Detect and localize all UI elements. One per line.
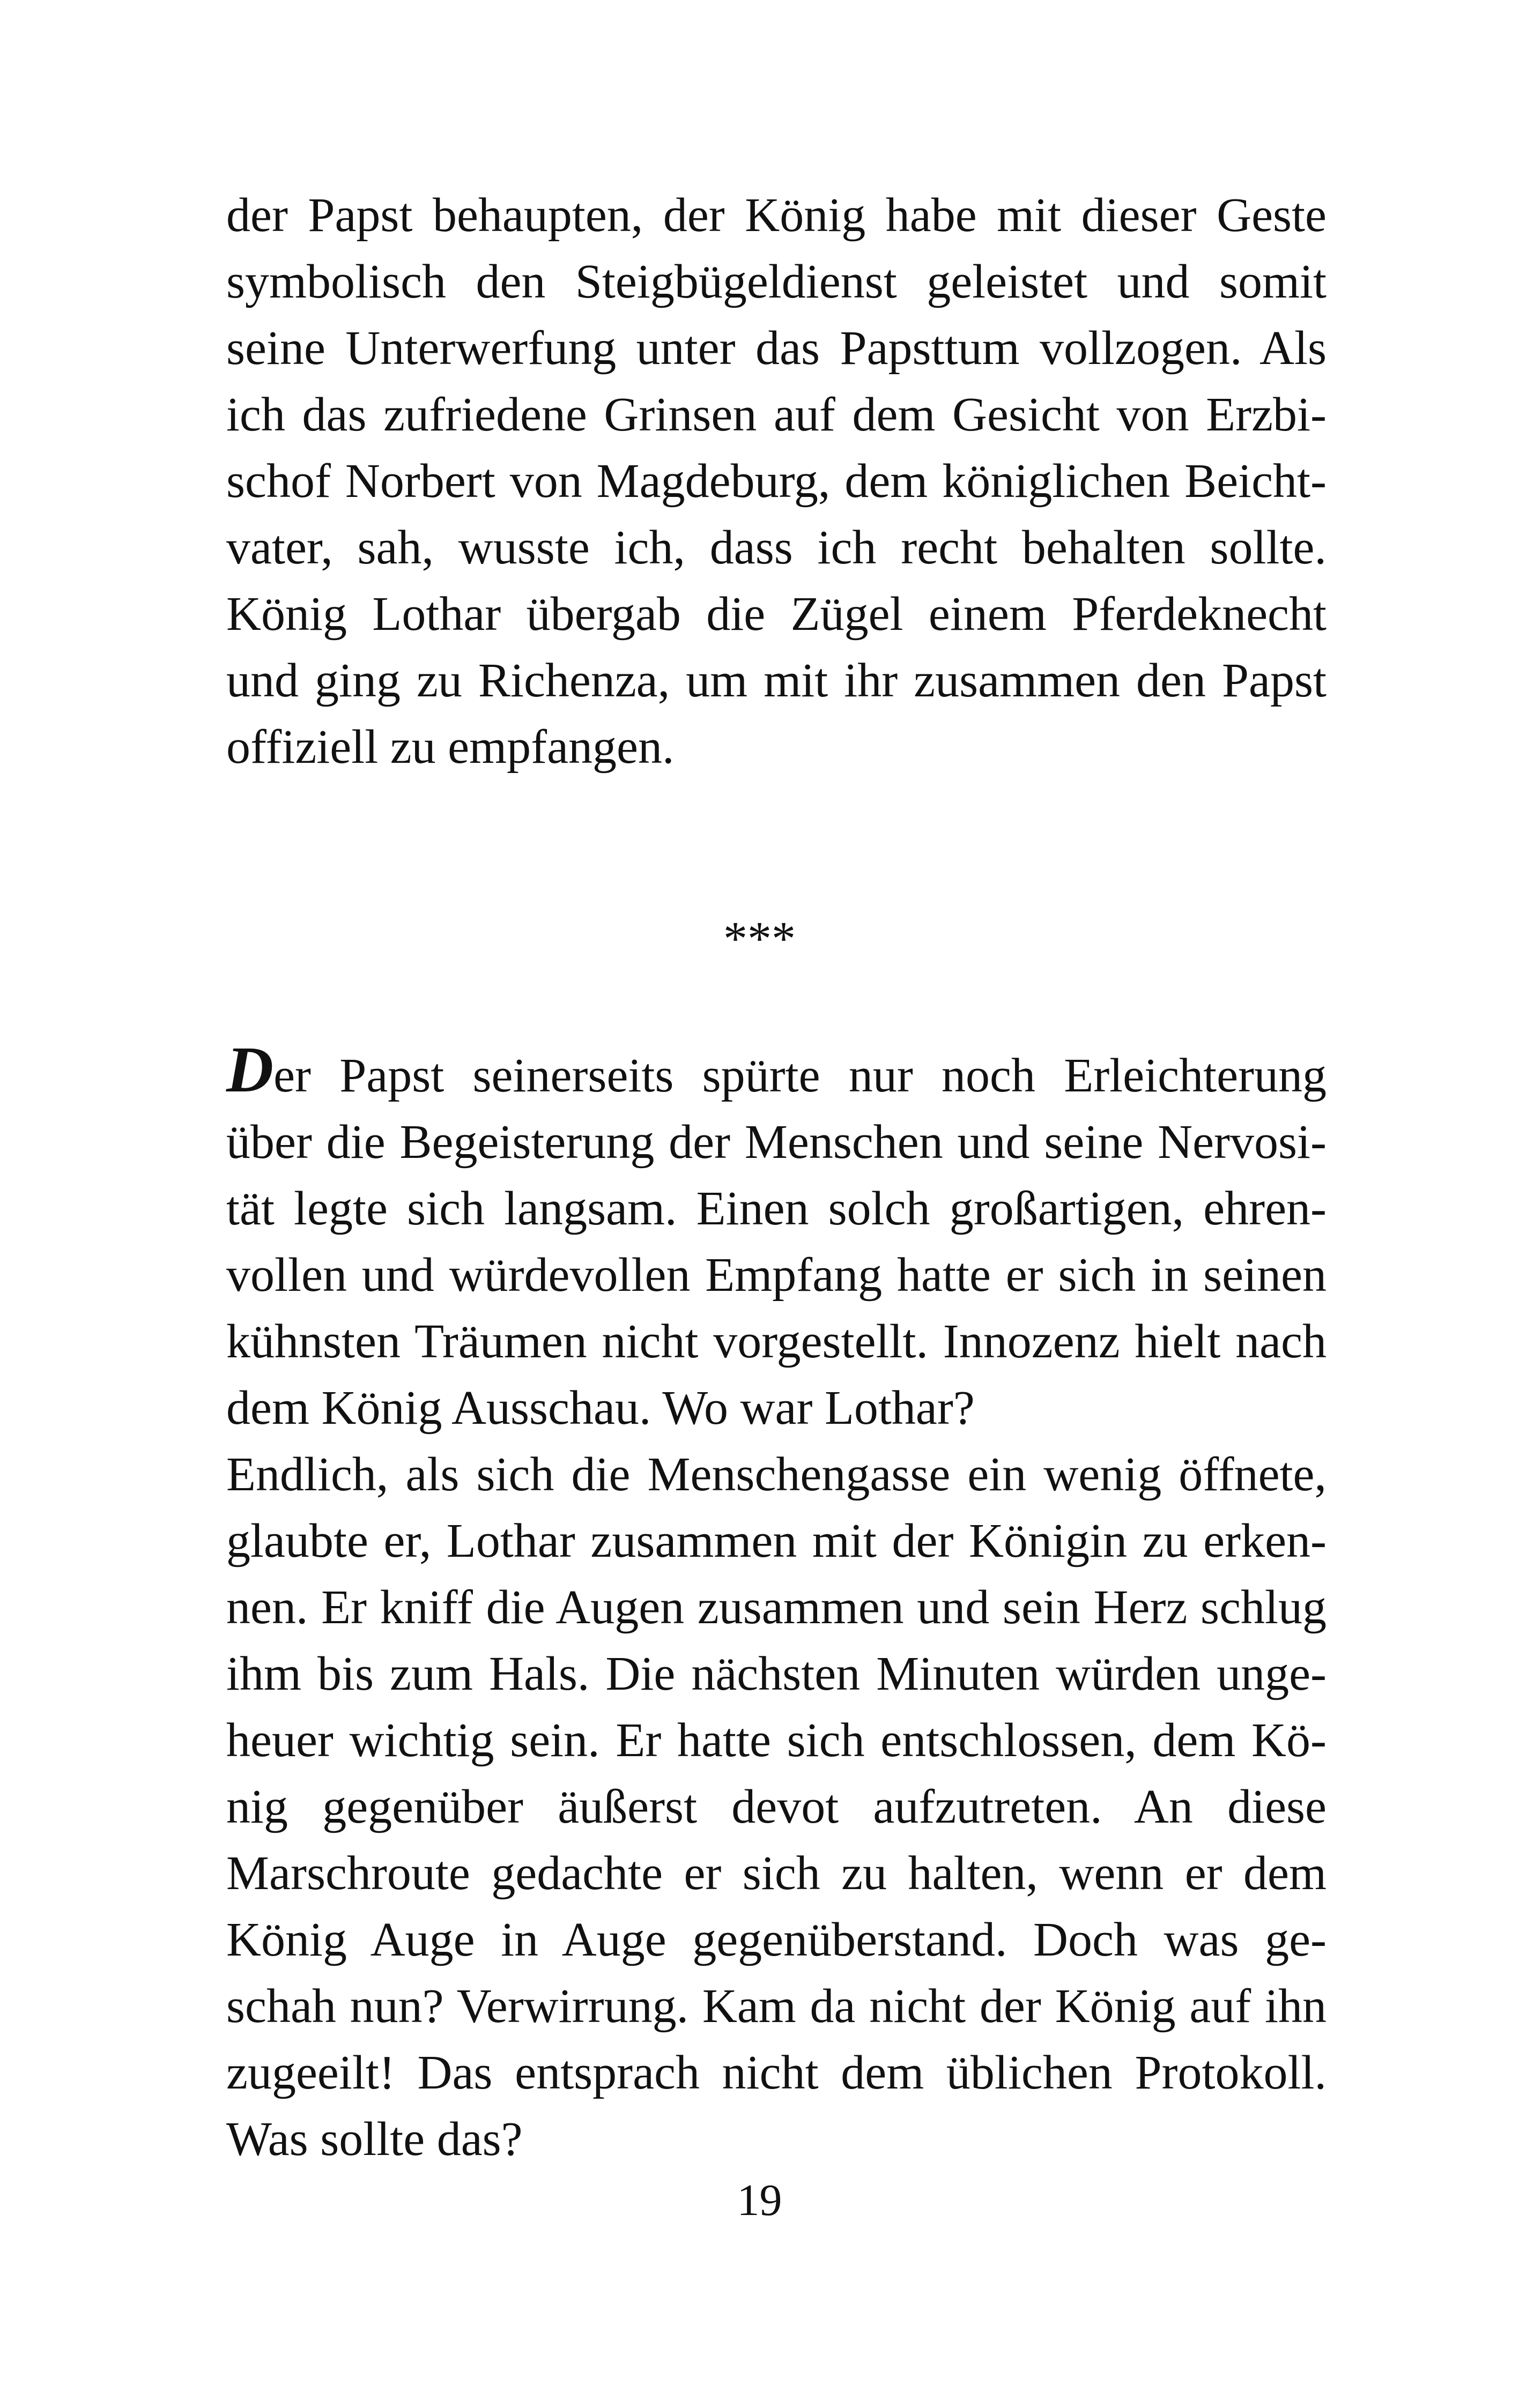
paragraph-2 xyxy=(226,1034,1327,2173)
section-separator: *** xyxy=(723,912,796,965)
text-line: und ging zu Richenza, um mit ihr zusammen den Papst xyxy=(226,654,1327,707)
text-line-first xyxy=(226,1034,1327,1109)
text-line: über die Begeisterung der Menschen und seine Nervosi- xyxy=(226,1116,1327,1169)
text-line: ihm bis zum Hals. Die nächsten Minuten würden unge- xyxy=(226,1647,1327,1700)
text-line: vollen und würdevollen Empfang hatte er sich in seinen xyxy=(226,1248,1327,1302)
first-line-text: er Papst seinerseits spürte nur noch Erleichterung xyxy=(273,1049,1327,1102)
text-line: König Auge in Auge gegenüberstand. Doch was ge- xyxy=(226,1913,1327,1966)
text-line: ich das zufriedene Grinsen auf dem Gesicht von Erzbi- xyxy=(226,388,1327,441)
text-line: zugeeilt! Das entsprach nicht dem üblichen Protokoll. xyxy=(226,2046,1327,2099)
text-line: schah nun? Verwirrung. Kam da nicht der König auf ihn xyxy=(226,1980,1327,2033)
text-line: nig gegenüber äußerst devot aufzutreten. An diese xyxy=(226,1780,1327,1833)
text-line: Marschroute gedachte er sich zu halten, wenn er dem xyxy=(226,1847,1327,1900)
text-line: symbolisch den Steigbügeldienst geleistet und somit xyxy=(226,255,1327,308)
text-line: nen. Er kniff die Augen zusammen und sein Herz schlug xyxy=(226,1581,1327,1634)
text-line: tät legte sich langsam. Einen solch großartigen, ehren- xyxy=(226,1182,1327,1235)
text-line: vater, sah, wusste ich, dass ich recht behalten sollte. xyxy=(226,521,1327,574)
text-line: schof Norbert von Magdeburg, dem königlichen Beicht- xyxy=(226,455,1327,508)
text-line: König Lothar übergab die Zügel einem Pferdeknecht xyxy=(226,588,1327,641)
page-number: 19 xyxy=(737,2175,782,2225)
text-line: kühnsten Träumen nicht vorgestellt. Innozenz hielt nach xyxy=(226,1315,1327,1368)
text-line: heuer wichtig sein. Er hatte sich entschlossen, dem Kö- xyxy=(226,1714,1327,1767)
text-line: der Papst behaupten, der König habe mit dieser Geste xyxy=(226,189,1327,242)
text-line: dem König Ausschau. Wo war Lothar? xyxy=(226,1381,975,1435)
text-line: glaubte er, Lothar zusammen mit der Königin zu erken- xyxy=(226,1514,1327,1567)
drop-cap: D xyxy=(226,1034,274,1106)
paragraph-1 xyxy=(226,182,1327,781)
text-line: seine Unterwerfung unter das Papsttum vollzogen. Als xyxy=(226,322,1327,375)
text-line: Endlich, als sich die Menschengasse ein wenig öffnete, xyxy=(226,1448,1327,1501)
text-line: Was sollte das? xyxy=(226,2113,523,2166)
text-line: offiziell zu empfangen. xyxy=(226,720,675,774)
